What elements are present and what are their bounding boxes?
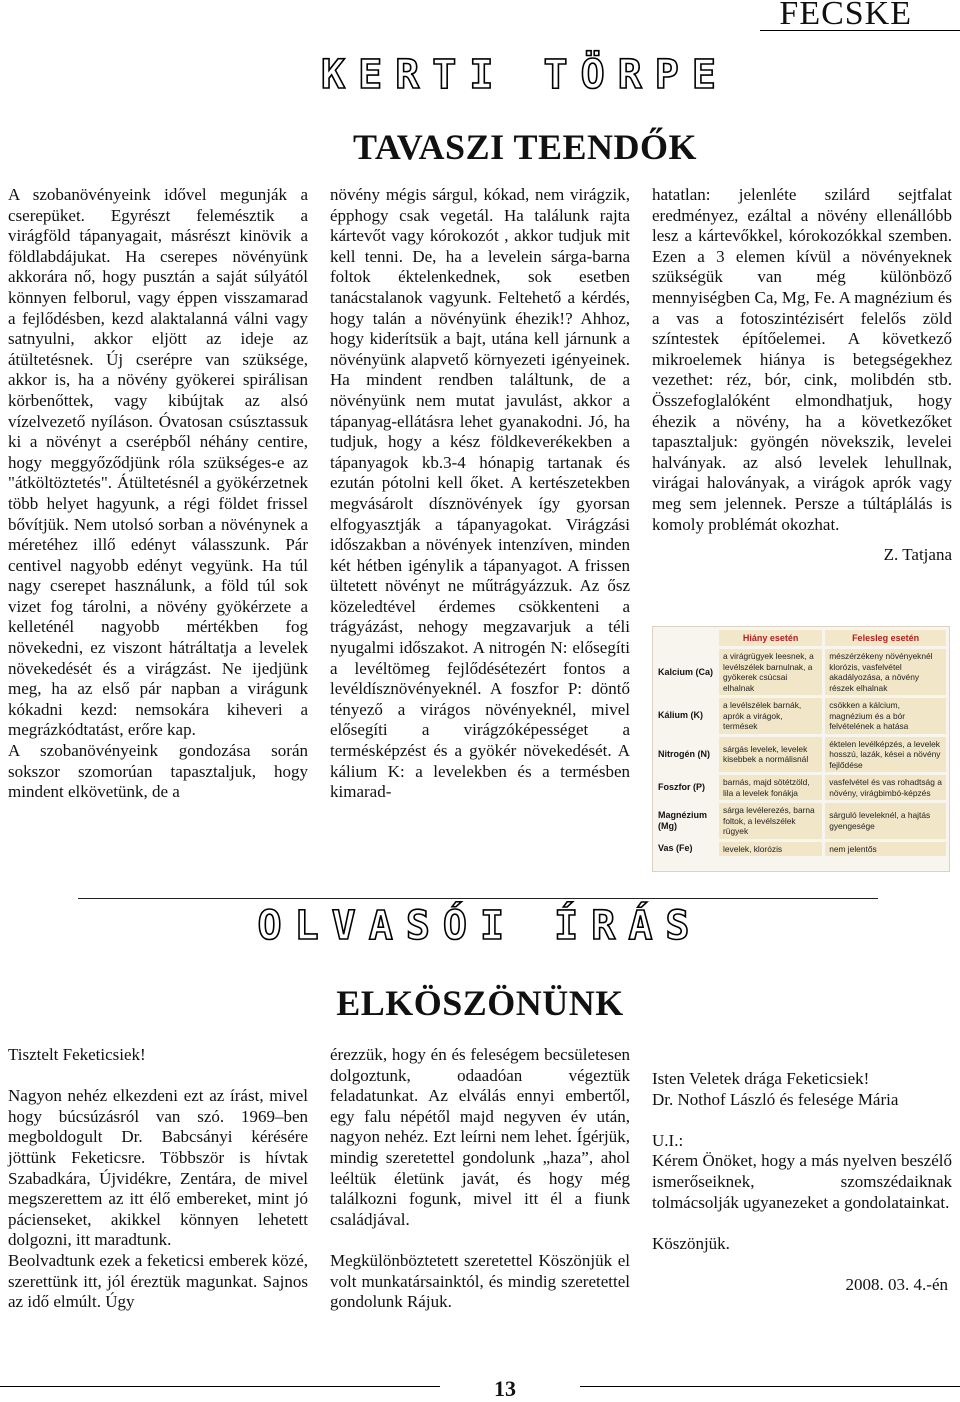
excess-cell: éktelen levélképzés, a levelek hosszú, lazák, kései a növény fejlődése: [825, 737, 946, 773]
letter-greeting: Tisztelt Feketicsiek!: [8, 1045, 146, 1064]
table-row: [656, 775, 946, 800]
letter-paragraph: Megkülönböztetett szeretettel Köszönjük el volt munkatársainktól, és mindig szeretettel gondolunk Rájuk.: [330, 1250, 630, 1312]
section-title-kerti-torpe: KERTI TÖRPE: [321, 52, 729, 98]
deficiency-cell: levelek, klorózis: [719, 842, 822, 857]
letter-paragraph: Beolvadtunk ezek a feketicsi emberek közé, szerettünk itt, jól éreztük magunkat. Sajnos az idő elmúlt. Úgy: [8, 1250, 308, 1312]
letter-thanks: Köszönjük.: [652, 1233, 730, 1253]
letter-farewell: Isten Veletek drága Feketicsiek!: [652, 1069, 870, 1088]
table-row: [656, 649, 946, 695]
letter-column-1: [8, 1045, 308, 1313]
article-column-3: [652, 185, 952, 566]
letter-signature: Dr. Nothof László és felesége Mária: [652, 1089, 899, 1109]
page-number: 13: [494, 1376, 516, 1401]
section-divider: [78, 898, 878, 899]
article-title: TAVASZI TEENDŐK: [353, 127, 697, 167]
excess-cell: vasfelvétel és vas rohadtság a növény, virágbimbó-képzés: [825, 775, 946, 800]
table-row: [656, 698, 946, 734]
nutrient-table: [652, 626, 950, 872]
letter-paragraph: Nagyon nehéz elkezdeni ezt az írást, mivel hogy búcsúzásról van szó. 1969–ben megboldogult Dr. Babcsányi kérésére jöttünk Feketicsre. Többször is hívtak Szabadkára, Újvidékre, Zentára, de mivel megszerettem az itt élő embereket, mint jó pácienseket, akikkel könnyen lehetett dolgozni, itt maradtunk.: [8, 1086, 308, 1250]
letter-date: 2008. 03. 4.-én: [845, 1274, 948, 1294]
article-column-1: [8, 185, 308, 803]
table-header-excess: Felesleg esetén: [825, 630, 946, 646]
table-row: [656, 737, 946, 773]
article-paragraph: hatatlan: jelenléte szilárd sejtfalat eredményez, ezáltal a növény ellenállóbb lesz a kártevőkkel, kórokozókkal szemben. Ezen a 3 elemen kívül a növényeknek szükségük van még különböző mennyiségben Ca, Mg, Fe. A magnézium és a vas a fotoszintézisért felelős zöld színtestek építőelemei. A következő mikroelemek hiánya is betegségekhez vezethet: réz, bór, cink, molibdén stb. Összefoglalóként elmondhatjuk, hogy éhezik a növény, ha a következőket tapasztaljuk: gyöngén növekszik, levelei halványak. az alsó levelek lehullnak, virágai haloványak, a virágok aprók vagy meg sem jelennek. Persze a túltáplálás is komoly problémát okozhat.: [652, 185, 952, 534]
excess-cell: csökken a kálcium, magnézium és a bór felvételének a hatása: [825, 698, 946, 734]
table-header-deficiency: Hiány esetén: [719, 630, 822, 646]
deficiency-cell: sárgás levelek, levelek kisebbek a normálisnál: [719, 737, 822, 773]
nutrient-name: Foszfor (P): [658, 782, 705, 792]
article-paragraph: A szobanövényeink idővel megunják a cserepüket. Egyrészt felemésztik a virágföld tápanyagait, másrészt kinövik a földlabdájukat. Ha cserepes növényünk akkorára nő, hogy pusztán a saját súlyától könnyen felborul, vagy éppen visszamarad a fejlődésben, kezd alaktalanná válni vagy satnyulni, akkor eljött az ideje az átültetésnek. Új cserépre van szüksége, akkor is, ha a növény gyökerei spirálisan körbenőttek, vagy kibújtak az alsó vízelvezető nyíláson. Óvatosan csúsztassuk ki a növényt a cserépből néhány centire, hogy meggyőződjünk róla szükséges-e az "átköltöztetés". Átültetésnél a gyökérzetnek több helyet hagyunk, a régi földet frissel bővítjük. Nem utolsó sorban a növénynek a méretéhez illő edényt válasszunk. Pár centivel nagyobb edényt vegyünk. Ha túl nagy cserepet használunk, a föld túl sok vizet fog tárolni, a növény gyökérzete a kelleténél nagyobb mértékben fog növekedni, ez viszont hátráltatja a levelek növekedését és a virágzást. Ne ijedjünk meg, ha az első pár napban a virágunk kókadni kezd: nemsokára kiheveri a megrázkódtatást, erőre kap.: [8, 185, 308, 740]
deficiency-cell: barnás, majd sötétzöld, lila a levelek fonákja: [719, 775, 822, 800]
nutrient-name: Vas (Fe): [658, 843, 693, 854]
article-column-2: [330, 185, 630, 803]
excess-cell: mészérzékeny növényeknél klorózis, vasfelvétel akadályozása, a növény részek elhalnak: [825, 649, 946, 695]
letter-title: ELKÖSZÖNÜNK: [336, 983, 624, 1023]
nutrient-name: Kalcium (Ca): [658, 666, 714, 677]
publication-name: FECSKE: [779, 0, 912, 32]
excess-cell: sárguló leveleknél, a hajtás gyengesége: [825, 803, 946, 839]
nutrient-name: Nitrogén (N): [658, 748, 710, 759]
article-paragraph: A szobanövényeink gondozása során sokszor szomorúan tapasztaljuk, hogy mindent elkövetünk, de a: [8, 741, 308, 802]
section-title-olvasoi-iras: OLVASÓI ÍRÁS: [257, 903, 703, 949]
table-row: [656, 803, 946, 839]
letter-column-3: [652, 1069, 952, 1296]
table-row: [656, 842, 946, 857]
deficiency-cell: sárga levélerezés, barna foltok, a levélszélek rügyek: [719, 803, 822, 839]
article-paragraph: növény mégis sárgul, kókad, nem virágzik, épphogy csak vegetál. Ha találunk rajta kártevőt vagy kórokozót , akkor tudjuk mit kell tenni. De, ha a levelein sárga-barna foltok éktelenkednek, sok esetben tanácstalanok vagyunk. Feltehető a kérdés, hogy talán a növényünk éhezik!? Ahhoz, hogy kiderítsük a bajt, utána kell járnunk a növényünk alapvető környezeti igényeinek. Ha mindent rendben találtunk, de a növényünk nem mutat javulást, akkor a tápanyag-ellátásra lehet gyanakodni. Jó, ha tudjuk, hogy a kész földkeverékekben a tápanyagok kb.3-4 hónapig tartanak és ezután pótolni kell őket. A kertészetekben megvásárolt dísznövények így gyorsan elfogyasztják a tápanyagokat. Virágzási időszakban a növények intenzíven, minden két hétben igénylik a tápanyagot. A frissen ültetett növényt ne műtrágyázzuk. Az ősz közeledtével érdemes csökkenteni a trágyázást, nehogy megzavarjuk a téli nyugalmi időszakot. A nitrogén N: elősegíti a levéltömeg fejlődésétezért fontos a levéldísznövényeknél. A foszfor P: döntő tényező a virágos növényeknél, mivel elősegíti a virágzóképességet a termésképzést és a gyökér növekedését. A kálium K: a levelekben és a termésben kimarad-: [330, 185, 630, 802]
deficiency-cell: a levélszélek barnák, aprók a virágok, termések: [719, 698, 822, 734]
letter-postscript-label: U.I.:: [652, 1130, 684, 1150]
nutrient-name: Kálium (K): [658, 710, 703, 721]
deficiency-cell: a virágrügyek leesnek, a levélszélek barnulnak, a gyökerek csúcsai elhalnak: [719, 649, 822, 695]
footer-rule-left: [0, 1386, 440, 1387]
letter-paragraph: érezzük, hogy én és feleségem becsületesen dolgoztunk, odaadóan végeztük feladatunkat. Az elválás ennyi embertől, egy falu népétől majd negyven év után, nagyon nehéz. Ezt leírni nem lehet. Ígérjük, mindig szeretettel gondolunk „haza”, ahol leéltük életünk javát, és hogy még találkozni fogunk, mivel itt él a fiunk családjával.: [330, 1045, 630, 1229]
letter-column-2: [330, 1045, 630, 1313]
nutrient-name: Magnézium (Mg): [658, 809, 708, 831]
excess-cell: nem jelentős: [825, 842, 946, 857]
letter-postscript: Kérem Önöket, hogy a más nyelven beszélő ismerőseiknek, szomszédaiknak tolmácsolják ugyanezeket a gondolatainkat.: [652, 1151, 952, 1212]
article-signature: Z. Tatjana: [883, 545, 952, 565]
footer-rule-right: [580, 1386, 960, 1387]
